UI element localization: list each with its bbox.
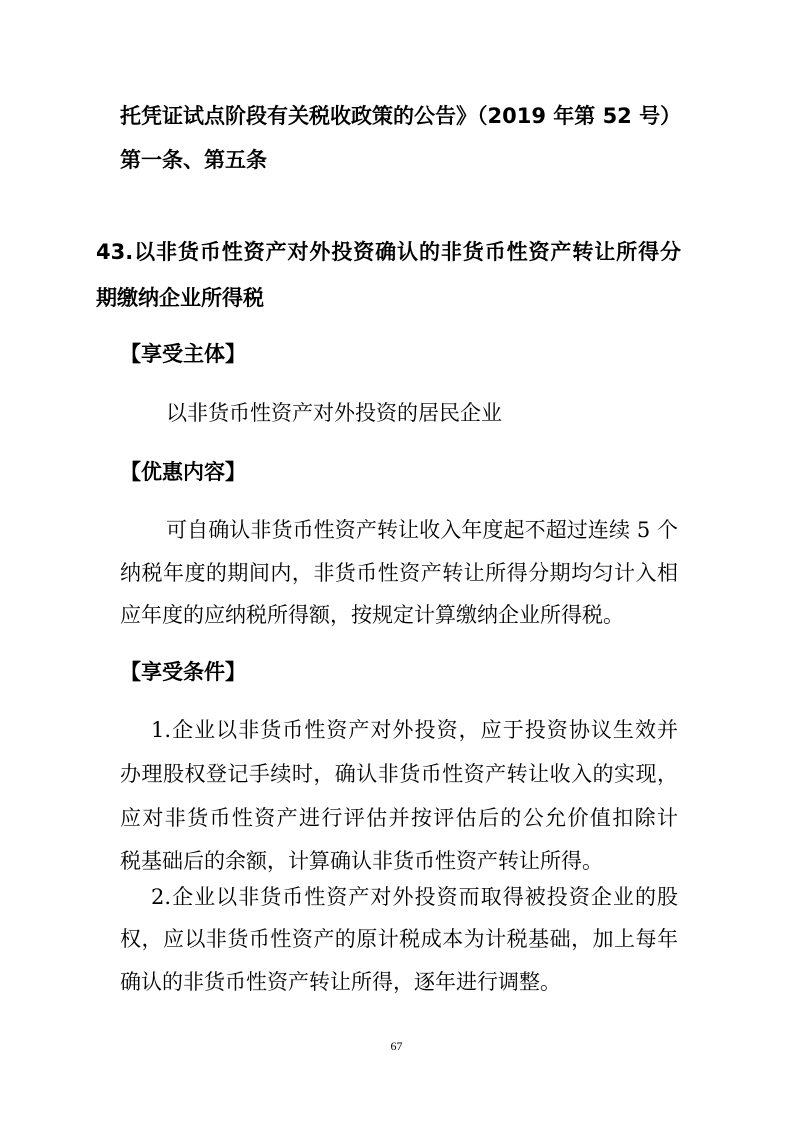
intro-line-1: 托凭证试点阶段有关税收政策的公告》（2019 年第 52 号） [120,104,682,128]
section-title-line-2: 期缴纳企业所得税 [96,286,264,310]
condition-2-line: 确认的非货币性资产转让所得，逐年进行调整。 [120,970,561,994]
benefit-heading: 【优惠内容】 [120,460,246,484]
beneficiary-text: 以非货币性资产对外投资的居民企业 [166,401,502,425]
page-number: 67 [390,1039,403,1053]
condition-1-line: 办理股权登记手续时，确认非货币性资产转让收入的实现， [120,762,678,786]
intro-line-2: 第一条、第五条 [120,148,267,172]
section-title-line-1: 43.以非货币性资产对外投资确认的非货币性资产转让所得分 [96,240,681,264]
condition-2-line: 权，应以非货币性资产的原计税成本为计税基础，加上每年 [120,927,678,951]
condition-2-line: 2.企业以非货币性资产对外投资而取得被投资企业的股 [151,885,678,909]
condition-1-line: 应对非货币性资产进行评估并按评估后的公允价值扣除计 [120,806,678,830]
condition-1-line: 税基础后的余额，计算确认非货币性资产转让所得。 [120,849,603,873]
benefit-line: 可自确认非货币性资产转让收入年度起不超过连续 5 个 [166,518,678,542]
condition-1-line: 1.企业以非货币性资产对外投资，应于投资协议生效并 [151,718,678,742]
benefit-line: 应年度的应纳税所得额，按规定计算缴纳企业所得税。 [120,603,624,627]
conditions-heading: 【享受条件】 [120,660,246,684]
benefit-line: 纳税年度的期间内，非货币性资产转让所得分期均匀计入相 [120,561,678,585]
beneficiary-heading: 【享受主体】 [120,342,246,366]
